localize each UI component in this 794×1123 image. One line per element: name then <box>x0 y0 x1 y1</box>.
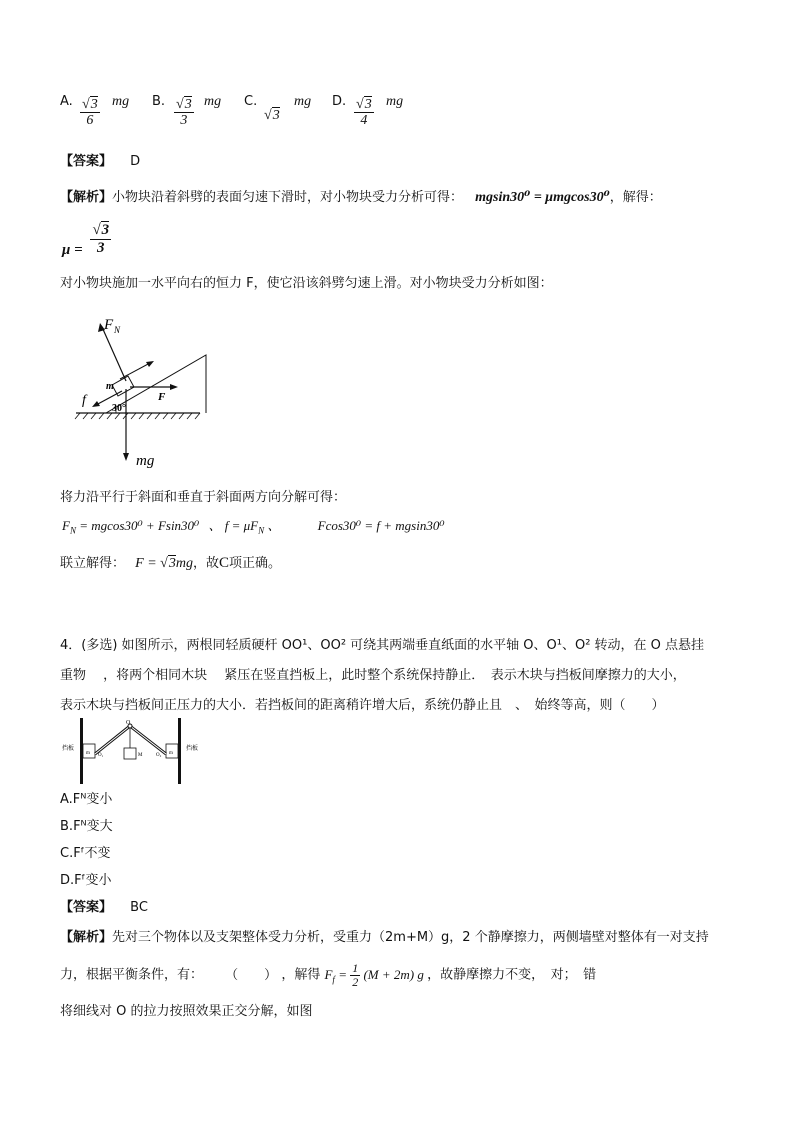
o2-label: O₂ <box>156 753 162 758</box>
q4-line1: 4．(多选) 如图所示，两根同轻质硬杆 OO¹、OO² 可绕其两端垂直纸面的水平轴 O、O¹、O² 转动，在 O 点悬挂 <box>60 638 705 653</box>
f-label: f <box>82 393 86 408</box>
q3-force-line: 对小物块施加一水平向右的恒力 F，使它沿该斜劈匀速上滑。对小物块受力分析如图： <box>60 276 553 291</box>
q4-option-d: D.Fᶠ变小 <box>60 873 112 888</box>
q4-line3: 表示木块与挡板间正压力的大小．若挡板间的距离稍许增大后，系统仍静止且 、 始终等高，则（ ） <box>60 698 665 713</box>
F-label: F <box>158 391 166 403</box>
o1-label: O₁ <box>98 753 104 758</box>
option-c: C. <box>244 94 258 109</box>
ff-equation: $F_f$ = $\frac{1}{2}$ (M + 2m) g <box>324 961 424 990</box>
option-a-fraction: $\frac{√3}{6}$ <box>82 97 98 129</box>
q4-answer-value: BC <box>130 900 148 915</box>
q4-option-b: B.Fᴺ变大 <box>60 819 113 834</box>
q3-eq1: mgsin30⁰ = μmgcos30⁰ <box>475 190 610 205</box>
q4-option-c: C.Fᶠ不变 <box>60 846 111 861</box>
q3-equations-row: $F_N = mgcos30^0 + Fsin30^0$ 、 $f = \mu F_N$ 、 Fcos30⁰ = f + mgsin30⁰ <box>62 518 445 536</box>
q3-decompose-line: 将力沿平行于斜面和垂直于斜面两方向分解可得： <box>60 490 347 505</box>
M-label: M <box>138 753 143 758</box>
option-b: B. <box>152 94 166 109</box>
option-d-unit: mg <box>386 94 404 109</box>
q3-mu-equation: μ = $\frac{√3}{3}$ <box>62 222 110 259</box>
angle-label: 30° <box>112 403 126 414</box>
left-wall-label: 挡板 <box>62 746 75 752</box>
option-a-unit: mg <box>112 94 130 109</box>
m-left-label: m <box>86 751 90 756</box>
fn-sub-label: N <box>114 325 121 335</box>
q4-analysis-line1: 【解析】先对三个物体以及支架整体受力分析，受重力（2m+M）g，2 个静摩擦力，两侧墙壁对整体有一对支持 <box>60 930 709 945</box>
right-wall-label: 挡板 <box>186 746 199 752</box>
option-b-unit: mg <box>204 94 222 109</box>
option-d-fraction: $\frac{√3}{4}$ <box>356 97 372 129</box>
q4-answer: 【答案】 BC <box>60 900 148 915</box>
q4-analysis-line2: 力，根据平衡条件，有： （ ） ，解得 $F_f$ = $\frac{1}{2}$ (M + 2m) g ，故静摩擦力不变， 对； 错 <box>60 961 597 990</box>
m-right-label: m <box>169 751 173 756</box>
q3-solve-line: 联立解得： F = √3mg，故C项正确。 <box>60 555 282 571</box>
q4-line2: 重物 ，将两个相同木块 紧压在竖直挡板上，此时整个系统保持静止． 表示木块与挡板间摩擦力的大小， <box>60 668 686 683</box>
q4-analysis-line3: 将细线对 O 的拉力按照效果正交分解，如图 <box>60 1004 313 1019</box>
option-c-root: √3 <box>264 108 280 123</box>
option-d: D. <box>332 94 347 109</box>
q4-option-a: A.Fᴺ变小 <box>60 792 113 807</box>
incline-force-diagram <box>70 305 220 475</box>
q3-answer: 【答案】 D <box>60 154 141 169</box>
m-label: m <box>106 381 114 392</box>
option-b-fraction: $\frac{√3}{3}$ <box>176 97 192 129</box>
option-c-unit: mg <box>294 94 312 109</box>
o-label: O <box>126 720 131 726</box>
q3-analysis-line1: 【解析】小物块沿着斜劈的表面匀速下滑时，对小物块受力分析可得： mgsin30⁰ = μmgcos30⁰，解得： <box>60 190 662 205</box>
mg-label: mg <box>136 453 155 469</box>
option-a: A. <box>60 94 73 109</box>
q3-answer-value: D <box>130 154 141 169</box>
rods-diagram <box>62 718 210 784</box>
q3-solve-eq: F = √3mg <box>135 556 193 571</box>
fn-label: F <box>104 317 114 333</box>
